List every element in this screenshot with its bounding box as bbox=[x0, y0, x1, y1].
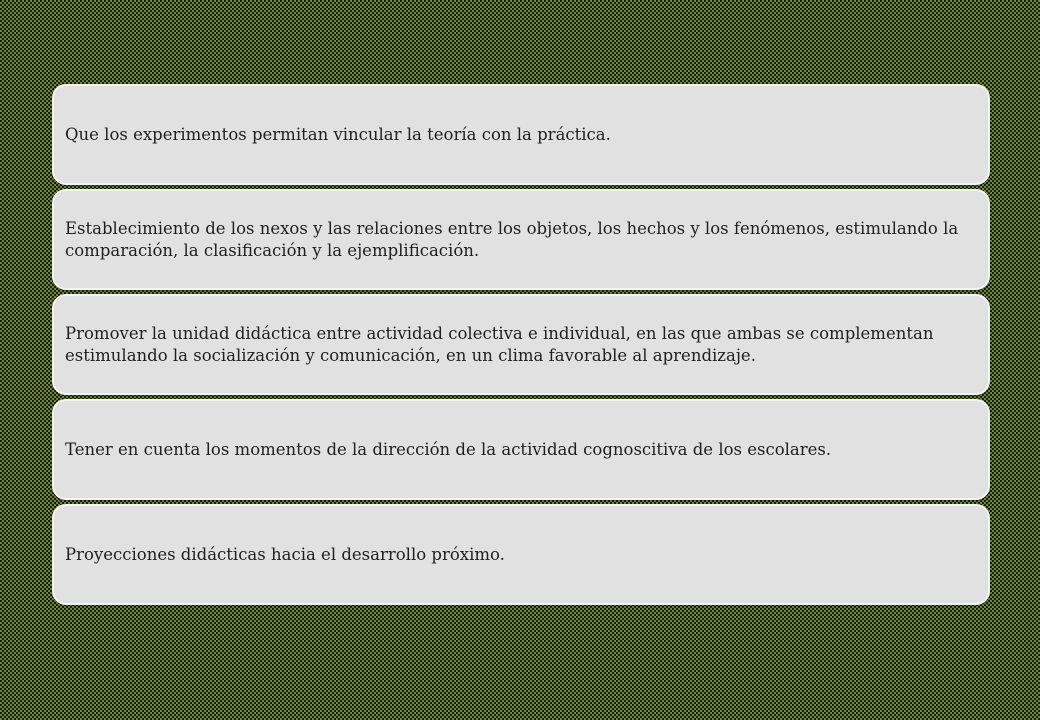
list-box-4 bbox=[52, 399, 990, 500]
list-box-text: Promover la unidad didáctica entre actividad colectiva e individual, en las que ambas se complementan estimulando la socialización y comunicación, en un clima favorable al aprendizaje. bbox=[65, 324, 934, 365]
vertical-box-list bbox=[52, 84, 990, 605]
list-box-text: Tener en cuenta los momentos de la dirección de la actividad cognoscitiva de los escolares. bbox=[65, 439, 832, 459]
list-box-text: Que los experimentos permitan vincular la teoría con la práctica. bbox=[65, 124, 611, 144]
list-box-2 bbox=[52, 189, 990, 290]
list-box-1 bbox=[52, 84, 990, 185]
list-box-5 bbox=[52, 504, 990, 605]
list-box-text: Proyecciones didácticas hacia el desarrollo próximo. bbox=[65, 544, 505, 564]
list-box-3 bbox=[52, 294, 990, 395]
list-box-text: Establecimiento de los nexos y las relaciones entre los objetos, los hechos y los fenómenos, estimulando la comparación, la clasificación y la ejemplificación. bbox=[65, 219, 959, 260]
